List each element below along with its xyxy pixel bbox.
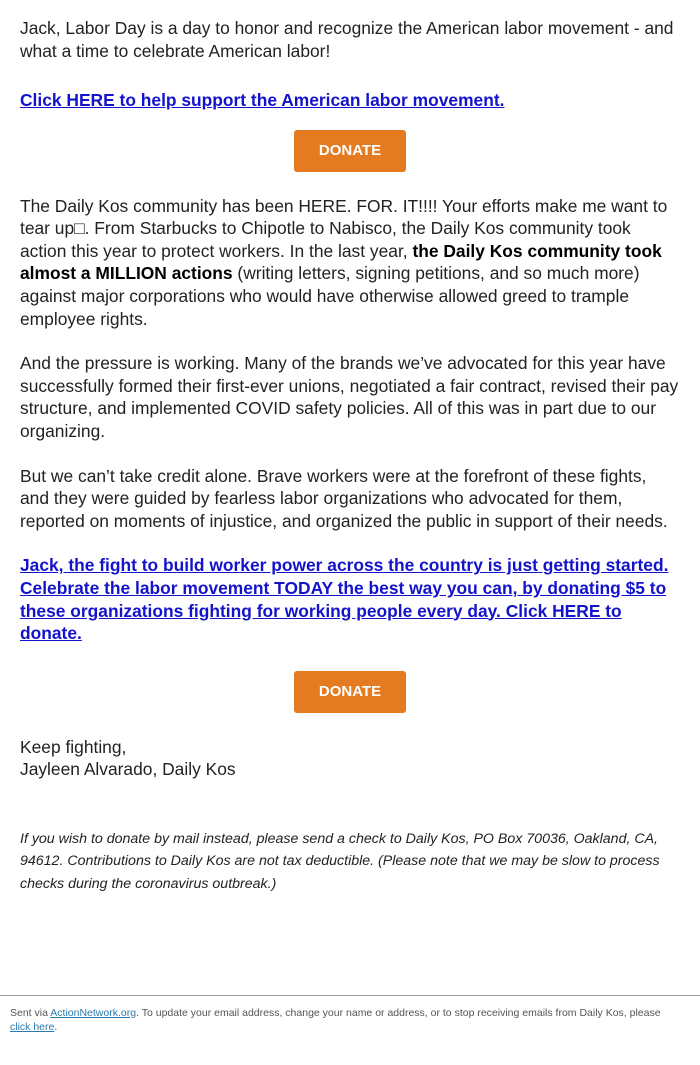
donate-button-bottom[interactable]: DONATE [294, 671, 406, 713]
mail-donation-note: If you wish to donate by mail instead, please send a check to Daily Kos, PO Box 70036, Oakland, CA, 94612. Contributions to Daily Kos are not tax deductible. (Please note that we may be slow to process checks during the coronavirus outbreak.) [20, 830, 660, 893]
signoff-line-1: Keep fighting, [20, 736, 127, 757]
signoff-signature: Jayleen Alvarado, Daily Kos [20, 759, 236, 780]
footer-sent-via: Sent via [10, 1007, 51, 1019]
intro-paragraph: Jack, Labor Day is a day to honor and recognize the American labor movement - and what a time to celebrate American labor! [20, 18, 674, 61]
donate-button-row-bottom [20, 671, 680, 713]
credit-paragraph: But we can’t take credit alone. Brave workers were at the forefront of these fights, and they were guided by fearless labor organizations who advocated for them, reported on moments of injustice, and organized the public in support of their needs. [20, 465, 668, 531]
unsubscribe-link[interactable]: click here [10, 1021, 55, 1033]
email-body [20, 17, 680, 896]
donate-cta-link[interactable]: Jack, the fight to build worker power across the country is just getting started. Celebrate the labor movement TODAY the best way you can, by donating $5 to these organizations fighting for working people every day. Click HERE to donate. [20, 555, 669, 644]
support-labor-link-rest[interactable]: to help support the American labor movement. [114, 90, 505, 110]
community-text-b: (writing letters, signing petitions, and so much more) against major corporations who would have otherwise allowed greed to trample employee rights. [20, 263, 640, 329]
footer-text [10, 1006, 670, 1034]
email-footer [0, 995, 700, 1065]
community-text-a: The Daily Kos community has been HERE. FOR. IT!!!! Your efforts make me want to tear up□. From Starbucks to Chipotle to Nabisco, the Daily Kos community took action this year to protect workers. In the last year, [20, 195, 668, 261]
footer-end: . [54, 1021, 58, 1033]
donate-button-top[interactable]: DONATE [294, 130, 406, 172]
support-labor-link[interactable] [20, 89, 680, 112]
action-network-link[interactable]: ActionNetwork.org [50, 1007, 137, 1019]
donate-button-row-top [20, 130, 680, 172]
support-labor-link-here[interactable]: Click HERE [20, 90, 115, 110]
pressure-paragraph: And the pressure is working. Many of the brands we’ve advocated for this year have successfully formed their first-ever unions, negotiated a fair contract, revised their pay structure, and implemented COVID safety policies. All of this was in part due to our organizing. [20, 353, 679, 441]
community-bold-text: the Daily Kos community took almost a MILLION actions [20, 240, 662, 284]
footer-middle-text: . To update your email address, change your name or address, or to stop receiving emails from Daily Kos, please [136, 1007, 661, 1019]
community-paragraph [20, 195, 680, 331]
donate-cta-paragraph [20, 554, 680, 644]
